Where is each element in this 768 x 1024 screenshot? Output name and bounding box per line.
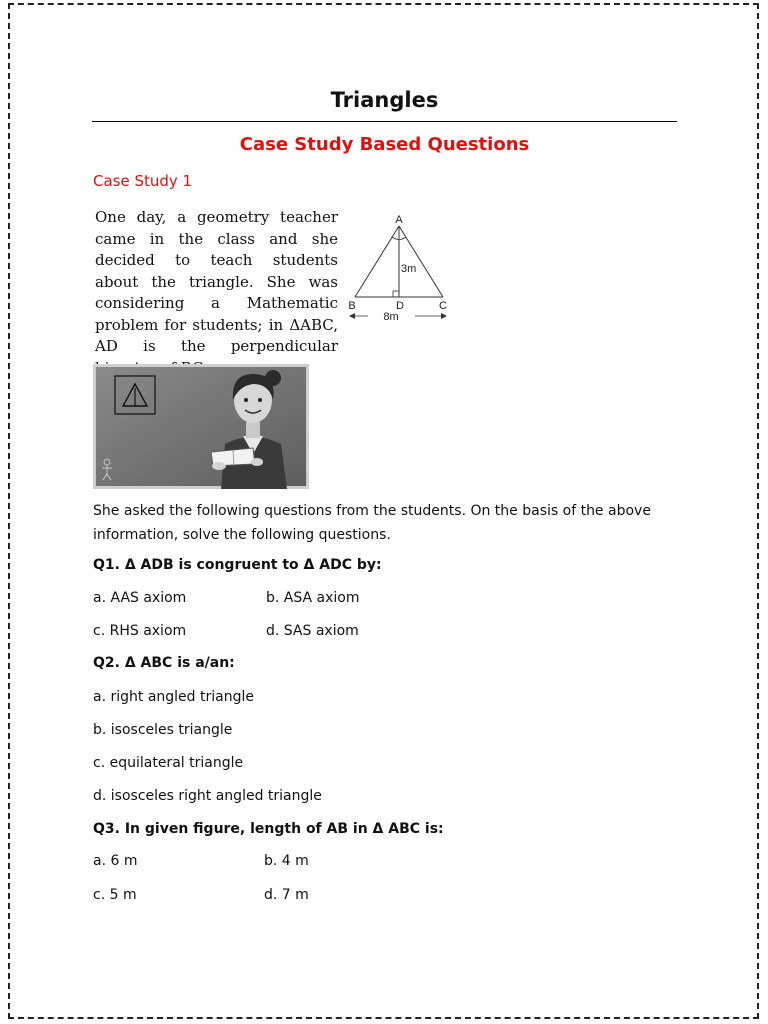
base-label: 8m [383,311,399,323]
section-subtitle: Case Study Based Questions [239,134,530,155]
page-title: Triangles [330,88,439,112]
question-3: Q3. In given figure, length of AB in Δ ABC is: [93,821,444,837]
title-divider [92,121,677,122]
q3-option-b: b. 4 m [264,853,309,869]
q2-option-d: d. isosceles right angled triangle [93,788,322,804]
q2-option-a: a. right angled triangle [93,689,254,705]
vertex-c-label: C [439,300,447,312]
triangle-figure [345,210,450,328]
teacher-illustration [93,364,309,489]
question-2: Q2. Δ ABC is a/an: [93,655,235,671]
vertex-b-label: B [348,300,356,312]
height-label: 3m [401,263,417,275]
q2-option-c: c. equilateral triangle [93,755,244,771]
q3-option-a: a. 6 m [93,853,138,869]
q1-option-a: a. AAS axiom [93,590,187,606]
q3-option-d: d. 7 m [264,887,309,903]
q3-option-c: c. 5 m [93,887,137,903]
case-study-label: Case Study 1 [93,172,193,190]
case-passage: One day, a geometry teacher came in the class and she decided to teach students about the triangle. She was considering a Mathematic problem for students; in ΔABC, AD is the perpendicular [95,208,338,355]
q1-option-b: b. ASA axiom [266,590,360,606]
vertex-a-label: A [395,214,403,226]
q2-option-b: b. isosceles triangle [93,722,233,738]
vertex-d-label: D [396,300,404,312]
question-1: Q1. Δ ADB is congruent to Δ ADC by: [93,557,382,573]
q1-option-c: c. RHS axiom [93,623,187,639]
q1-option-d: d. SAS axiom [266,623,359,639]
instructions-text: She asked the following questions from the students. On the basis of the above information, solve the following questions. [93,503,651,543]
